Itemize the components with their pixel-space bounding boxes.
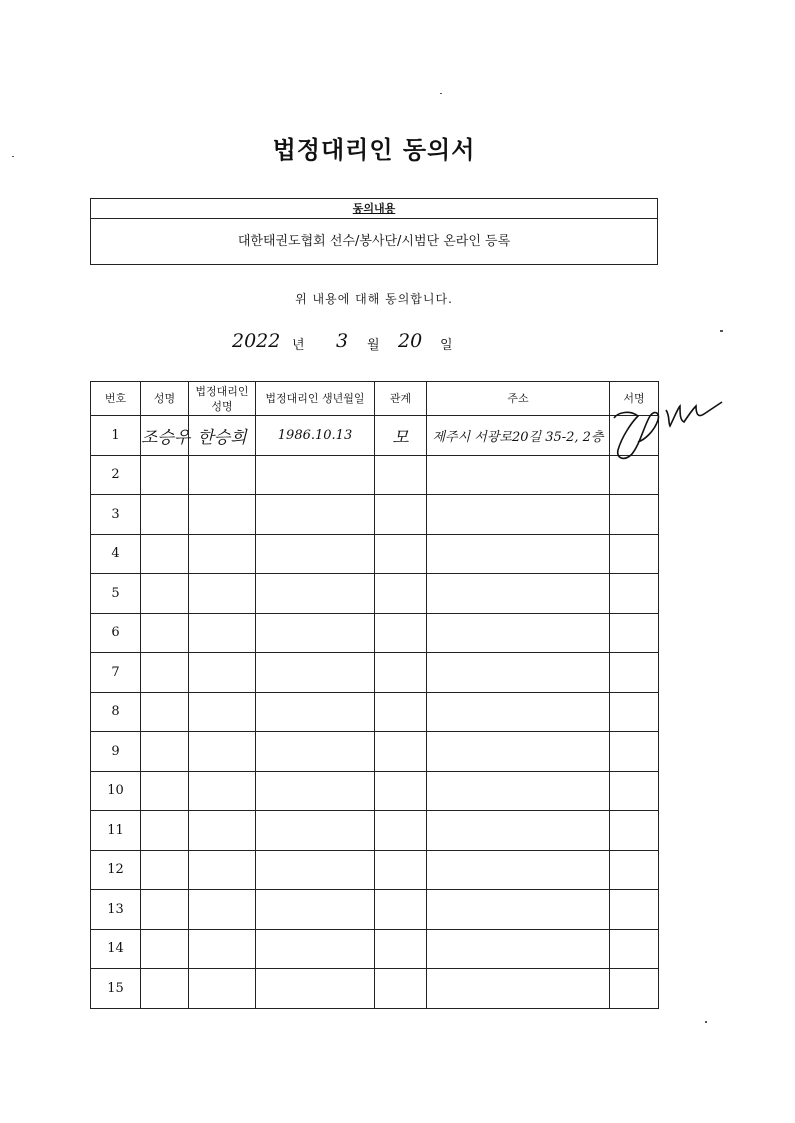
student-name xyxy=(141,613,189,653)
signature-cell xyxy=(610,613,659,653)
address xyxy=(427,890,610,930)
signature-cell xyxy=(610,969,659,1009)
table-row xyxy=(91,613,659,653)
signature-cell xyxy=(610,732,659,772)
row-number: 9 xyxy=(91,732,141,772)
date-year: 2022 xyxy=(232,330,281,352)
row-number: 8 xyxy=(91,692,141,732)
student-name: 조승우 xyxy=(141,416,189,456)
relation xyxy=(375,771,427,811)
header-name: 성명 xyxy=(141,382,189,416)
relation xyxy=(375,495,427,535)
consent-body: 대한태권도협회 선수/봉사단/시범단 온라인 등록 xyxy=(237,234,511,249)
table-row xyxy=(91,969,659,1009)
guardian-name xyxy=(189,850,256,890)
guardian-name xyxy=(189,732,256,772)
table-row xyxy=(91,692,659,732)
guardian-birthdate xyxy=(256,653,375,693)
table-row xyxy=(91,732,659,772)
guardian-name xyxy=(189,890,256,930)
signature-cell xyxy=(610,850,659,890)
header-guardian-name: 법정대리인 성명 xyxy=(189,382,256,416)
guardian-birthdate xyxy=(256,692,375,732)
guardian-name xyxy=(189,495,256,535)
student-name xyxy=(141,890,189,930)
date-year-unit: 년 xyxy=(292,338,305,353)
signature-cell xyxy=(610,455,659,495)
table-row xyxy=(91,811,659,851)
relation xyxy=(375,811,427,851)
guardian-birthdate xyxy=(256,534,375,574)
guardian-birthdate xyxy=(256,495,375,535)
signature-cell xyxy=(610,929,659,969)
row-number: 12 xyxy=(91,850,141,890)
header-relation: 관계 xyxy=(375,382,427,416)
student-name xyxy=(141,574,189,614)
student-name xyxy=(141,692,189,732)
date-day: 20 xyxy=(398,330,423,352)
student-name xyxy=(141,929,189,969)
address xyxy=(427,574,610,614)
guardian-name xyxy=(189,455,256,495)
student-name xyxy=(141,732,189,772)
student-name xyxy=(141,495,189,535)
guardian-name: 한승희 xyxy=(189,416,256,456)
scan-speck xyxy=(705,1021,707,1023)
table-row xyxy=(91,850,659,890)
address xyxy=(427,534,610,574)
relation xyxy=(375,613,427,653)
relation xyxy=(375,692,427,732)
student-name xyxy=(141,653,189,693)
relation xyxy=(375,534,427,574)
signature-cell xyxy=(610,653,659,693)
address xyxy=(427,613,610,653)
guardian-name xyxy=(189,653,256,693)
guardian-name xyxy=(189,771,256,811)
row-number: 1 xyxy=(91,416,141,456)
table-body xyxy=(91,416,659,1009)
student-name xyxy=(141,850,189,890)
guardian-name xyxy=(189,692,256,732)
row-number: 6 xyxy=(91,613,141,653)
consent-header: 동의내용 xyxy=(91,199,657,219)
row-number: 2 xyxy=(91,455,141,495)
scan-speck xyxy=(440,93,442,94)
table-header-row xyxy=(91,382,659,416)
date-month-unit: 월 xyxy=(367,338,380,353)
signature-cell xyxy=(610,771,659,811)
signature-cell xyxy=(610,890,659,930)
relation xyxy=(375,969,427,1009)
row-number: 7 xyxy=(91,653,141,693)
relation xyxy=(375,574,427,614)
relation xyxy=(375,732,427,772)
scan-speck xyxy=(720,330,723,332)
guardian-birthdate xyxy=(256,811,375,851)
guardian-birthdate xyxy=(256,771,375,811)
address xyxy=(427,969,610,1009)
table-row xyxy=(91,653,659,693)
relation xyxy=(375,653,427,693)
address xyxy=(427,732,610,772)
relation: 모 xyxy=(375,416,427,456)
table-row xyxy=(91,455,659,495)
address xyxy=(427,929,610,969)
guardian-birthdate xyxy=(256,969,375,1009)
row-number: 5 xyxy=(91,574,141,614)
table-row xyxy=(91,929,659,969)
address xyxy=(427,455,610,495)
guardian-birthdate xyxy=(256,890,375,930)
table-row xyxy=(91,771,659,811)
guardian-name xyxy=(189,574,256,614)
guardian-birthdate xyxy=(256,613,375,653)
guardian-birthdate xyxy=(256,929,375,969)
header-signature: 서명 xyxy=(610,382,659,416)
student-name xyxy=(141,811,189,851)
signature-cell xyxy=(610,534,659,574)
signature-cell xyxy=(610,495,659,535)
table-row xyxy=(91,416,659,456)
scan-speck xyxy=(12,156,14,157)
consent-content-box xyxy=(90,198,658,265)
relation xyxy=(375,929,427,969)
student-name xyxy=(141,969,189,1009)
header-address: 주소 xyxy=(427,382,610,416)
row-number: 15 xyxy=(91,969,141,1009)
student-name xyxy=(141,455,189,495)
header-guardian-birth: 법정대리인 생년월일 xyxy=(256,382,375,416)
relation xyxy=(375,890,427,930)
guardian-name xyxy=(189,929,256,969)
relation xyxy=(375,850,427,890)
address xyxy=(427,811,610,851)
address xyxy=(427,692,610,732)
guardian-name xyxy=(189,534,256,574)
guardian-birthdate xyxy=(256,574,375,614)
row-number: 14 xyxy=(91,929,141,969)
signature-cell xyxy=(610,811,659,851)
address: 제주시 서광로20길 35-2, 2층 xyxy=(427,416,610,456)
document-title: 법정대리인 동의서 xyxy=(272,136,476,164)
row-number: 10 xyxy=(91,771,141,811)
address xyxy=(427,771,610,811)
header-number: 번호 xyxy=(91,382,141,416)
student-name xyxy=(141,534,189,574)
address xyxy=(427,850,610,890)
row-number: 13 xyxy=(91,890,141,930)
agree-statement: 위 내용에 대해 동의합니다. xyxy=(295,292,453,306)
relation xyxy=(375,455,427,495)
date-month: 3 xyxy=(336,330,349,352)
signature-cell xyxy=(610,574,659,614)
table-row xyxy=(91,890,659,930)
student-name xyxy=(141,771,189,811)
row-number: 4 xyxy=(91,534,141,574)
signature-cell xyxy=(610,692,659,732)
guardian-name xyxy=(189,613,256,653)
address xyxy=(427,495,610,535)
address xyxy=(427,653,610,693)
signature-cell xyxy=(610,416,659,456)
guardian-name xyxy=(189,969,256,1009)
table-row xyxy=(91,574,659,614)
row-number: 11 xyxy=(91,811,141,851)
table-row xyxy=(91,534,659,574)
date-line xyxy=(0,326,795,358)
row-number: 3 xyxy=(91,495,141,535)
guardian-birthdate xyxy=(256,850,375,890)
guardian-birthdate: 1986.10.13 xyxy=(256,416,375,456)
guardian-table xyxy=(90,381,659,1009)
table-row xyxy=(91,495,659,535)
guardian-birthdate xyxy=(256,455,375,495)
guardian-birthdate xyxy=(256,732,375,772)
date-day-unit: 일 xyxy=(440,338,453,353)
guardian-name xyxy=(189,811,256,851)
